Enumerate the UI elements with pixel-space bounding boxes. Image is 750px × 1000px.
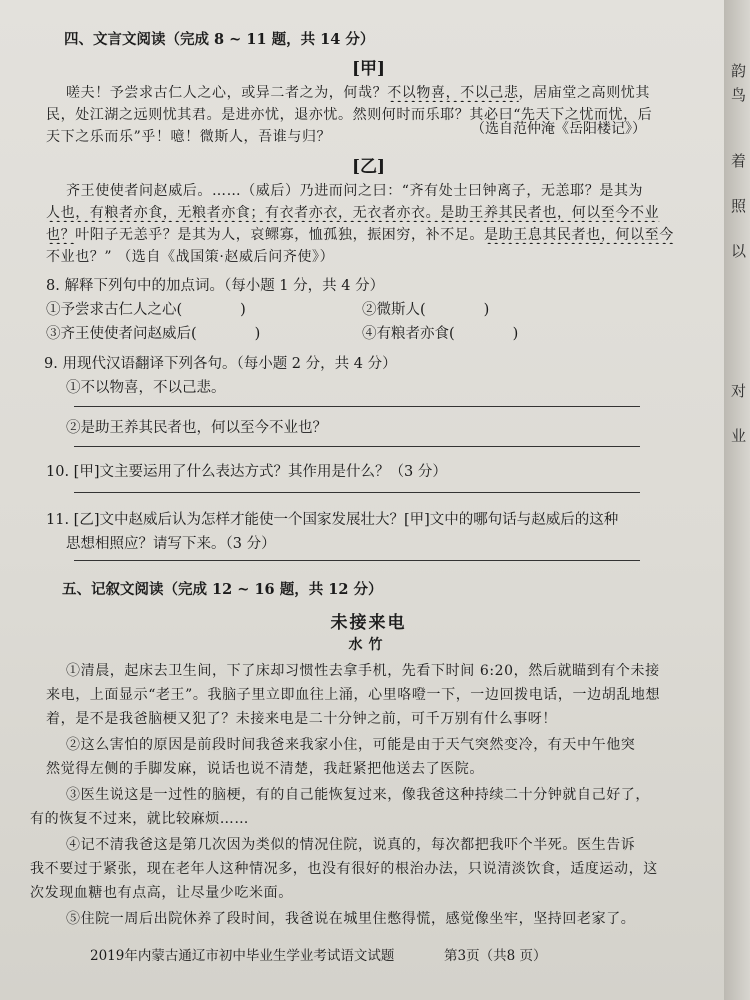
passage-jia-source: （选自范仲淹《岳阳楼记》） [471,121,646,137]
q8-item-4: ④有粮者亦食( ) [362,326,519,342]
passage-yi-line: 齐王使使者问赵威后。……（威后）乃进而问之曰：“齐有处士曰钟离子，无恙耶？是其为 [66,183,644,199]
passage-yi-line: 不业也？” （选自《战国策·赵威后问齐使》） [46,249,335,265]
article-line: ④记不清我爸这是第几次因为类似的情况住院，说真的，每次都把我吓个半死。医生告诉 [66,837,636,853]
q8-item-2: ②微斯人( ) [362,302,490,318]
article-line: 有的恢复不过来，就比较麻烦…… [30,811,249,827]
article-line: 次发现血糖也有点高，让尽量少吃米面。 [30,885,293,901]
passage-yi-line: 人也，有粮者亦食，无粮者亦食；有衣者亦衣，无衣者亦衣。是助王养其民者也，何以至今不业 [46,205,660,221]
question-8: 8. 解释下列句中的加点词。（每小题 1 分，共 4 分） [46,278,385,294]
edge-char: 对 [730,382,746,400]
passage-jia-line: 民，处江湖之远则忧其君。是进亦忧，退亦忧。然则何时而乐耶？其必曰“先天下之忧而忧，后 [46,107,653,123]
q8-item-1: ①予尝求古仁人之心( ) [46,302,246,318]
section-5-heading: 五、记叙文阅读（完成 12 ~ 16 题，共 12 分） [62,581,383,598]
passage-jia-line: 天下之乐而乐”乎！噫！微斯人，吾谁与归？ [46,129,332,145]
article-line: 然觉得左侧的手脚发麻，说话也说不清楚，我赶紧把他送去了医院。 [46,761,484,777]
q8-item-3: ③齐王使使者问赵威后( ) [46,326,261,342]
question-11-line-1: 11. [乙]文中赵威后认为怎样才能使一个国家发展壮大？[甲]文中的哪句话与赵威后的这种 [46,512,619,528]
question-11-line-2: 思想相照应？请写下来。（3 分） [66,536,276,552]
passage-jia-label: [甲] [351,59,386,79]
article-line: ②这么害怕的原因是前段时间我爸来我家小住，可能是由于天气突然变冷，有天中午他突 [66,737,636,753]
edge-char: 照 [730,197,746,215]
page-indicator: 第3页（共8 页） [444,948,547,964]
question-10: 10. [甲]文主要运用了什么表达方式？其作用是什么？（3 分） [46,464,447,480]
q9-item-1: ①不以物喜，不以己悲。 [66,380,226,396]
passage-yi-line: 也？叶阳子无恙乎？是其为人，哀鳏寡，恤孤独，振困穷，补不足。是助王息其民者也，何以至今 [46,227,674,243]
article-line: ⑤住院一周后出院休养了段时间，我爸说在城里住憋得慌，感觉像坐牢，坚持回老家了。 [66,911,636,927]
edge-char: 业 [730,427,746,445]
edge-char: 鸟 [730,86,746,104]
answer-line[interactable] [74,406,640,407]
article-line: ①清晨，起床去卫生间，下了床却习惯性去拿手机，先看下时间 6:20，然后就瞄到有个未接 [66,663,660,679]
passage-yi-label: [乙] [351,157,386,177]
article-title: 未接来电 [330,613,407,633]
answer-line[interactable] [74,492,640,493]
answer-line[interactable] [74,560,640,561]
edge-char: 以 [730,242,746,260]
article-author: 水竹 [348,637,389,653]
question-9: 9. 用现代汉语翻译下列各句。（每小题 2 分，共 4 分） [44,356,397,372]
edge-char: 韵 [730,62,746,80]
passage-jia-line: 嗟夫！予尝求古仁人之心，或异二者之为，何哉？不以物喜，不以己悲，居庙堂之高则忧其 [66,85,651,101]
adjacent-page-edge [724,0,750,1000]
answer-line[interactable] [74,446,640,447]
article-line: 来电，上面显示“老王”。我脑子里立即血往上涌，心里咯噔一下，一边回拨电话，一边胡乱地想 [46,687,661,703]
q9-item-2: ②是助王养其民者也，何以至今不业也？ [66,420,327,436]
exam-footer-title: 2019年内蒙古通辽市初中毕业生学业考试语文试题 [90,948,395,964]
article-line: 着，是不是我爸脑梗又犯了？未接来电是二十分钟之前，可千万别有什么事呀！ [46,711,557,727]
article-line: 我不要过于紧张，现在老年人这种情况多，也没有很好的根治办法，只说清淡饮食，适度运动，这 [30,861,658,877]
section-4-heading: 四、文言文阅读（完成 8 ~ 11 题，共 14 分） [64,31,375,48]
article-line: ③医生说这是一过性的脑梗，有的自己能恢复过来，像我爸这种持续二十分钟就自己好了， [66,787,650,803]
edge-char: 着 [730,152,746,170]
